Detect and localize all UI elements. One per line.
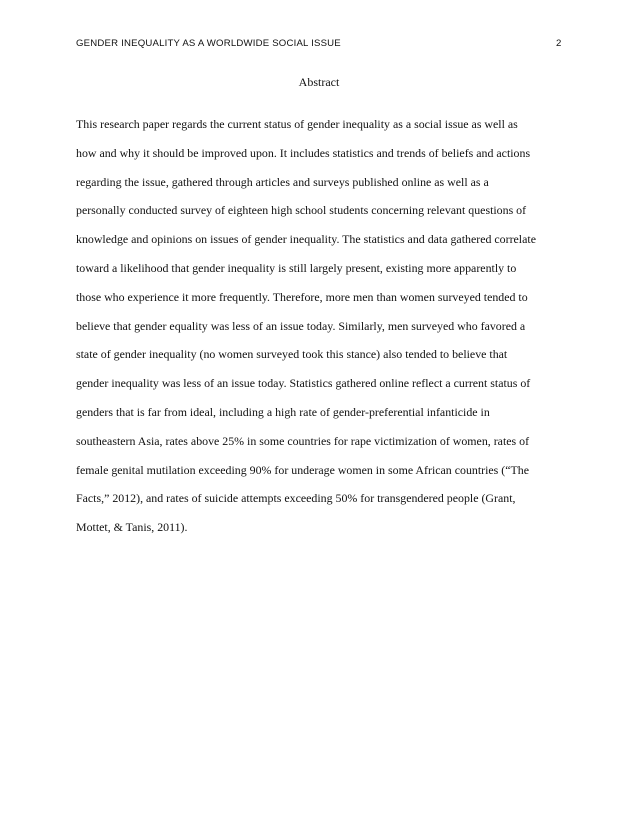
abstract-line: southeastern Asia, rates above 25% in some countries for rape victimization of women, rates of <box>76 433 530 448</box>
abstract-line: regarding the issue, gathered through articles and surveys published online as well as a <box>76 174 489 189</box>
abstract-line: toward a likelihood that gender inequality is still largely present, existing more apparently to <box>76 260 517 275</box>
abstract-line: gender inequality was less of an issue today. Statistics gathered online reflect a current status of <box>76 376 531 391</box>
abstract-line: Facts,” 2012), and rates of suicide attempts exceeding 50% for transgendered people (Grant, <box>76 491 516 506</box>
abstract-line: This research paper regards the current status of gender inequality as a social issue as well as <box>76 117 518 131</box>
abstract-line: personally conducted survey of eighteen high school students concerning relevant questions of <box>76 203 527 218</box>
running-head: GENDER INEQUALITY AS A WORLDWIDE SOCIAL ISSUE <box>76 38 341 49</box>
abstract-line: Mottet, & Tanis, 2011). <box>76 520 188 535</box>
abstract-line: those who experience it more frequently. Therefore, more men than women surveyed tended to <box>76 289 528 304</box>
abstract-line: female genital mutilation exceeding 90% for underage women in some African countries (“The <box>76 462 529 477</box>
page-number: 2 <box>556 38 562 49</box>
abstract-line: how and why it should be improved upon. It includes statistics and trends of beliefs and actions <box>76 145 531 160</box>
abstract-line: knowledge and opinions on issues of gender inequality. The statistics and data gathered correlate <box>76 232 536 247</box>
abstract-line: state of gender inequality (no women surveyed took this stance) also tended to believe that <box>76 347 508 362</box>
abstract-body <box>76 110 576 542</box>
abstract-title: Abstract <box>298 75 340 89</box>
abstract-line: genders that is far from ideal, including a high rate of gender-preferential infanticide in <box>76 404 490 419</box>
abstract-line: believe that gender equality was less of an issue today. Similarly, men surveyed who favored a <box>76 318 526 333</box>
